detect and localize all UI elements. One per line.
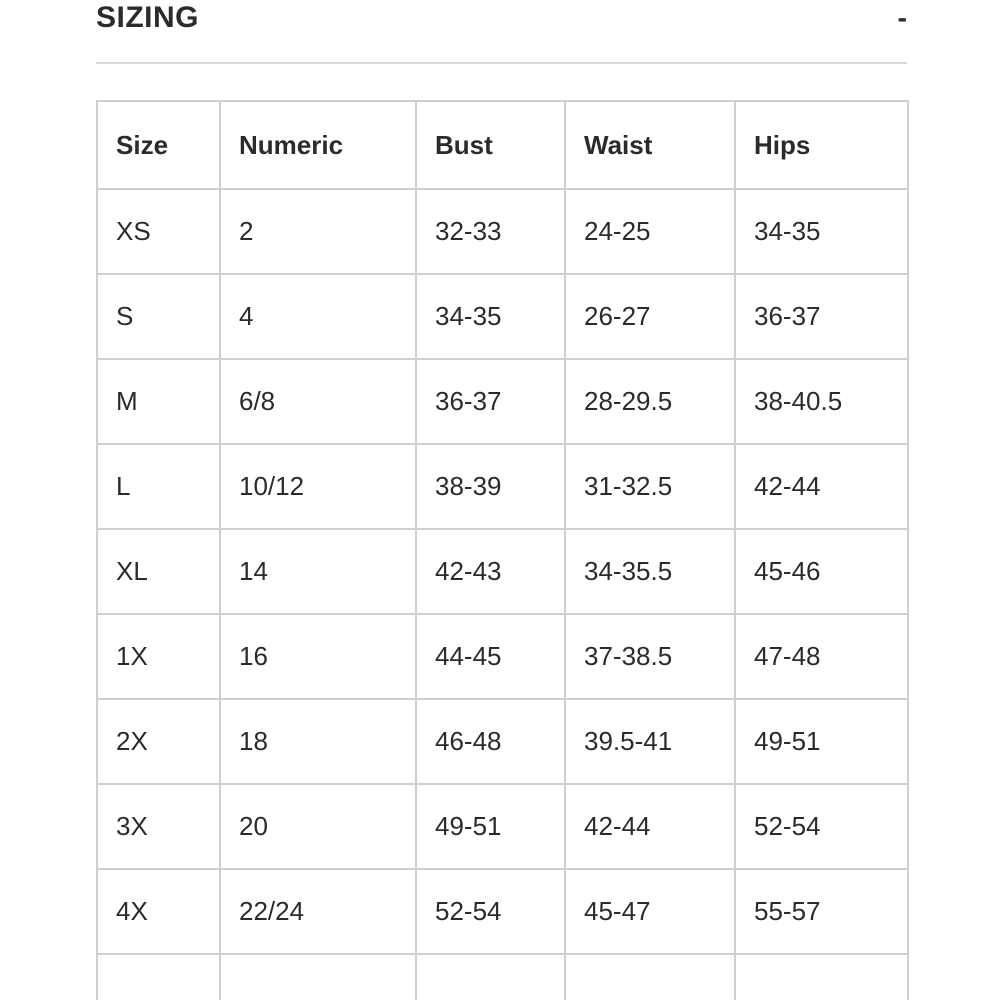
cell-numeric [220, 954, 416, 1000]
cell-waist: 37-38.5 [565, 614, 735, 699]
cell-numeric: 18 [220, 699, 416, 784]
table-row [97, 699, 908, 784]
cell-bust [416, 954, 565, 1000]
cell-hips: 34-35 [735, 189, 908, 274]
cell-waist: 45-47 [565, 869, 735, 954]
table-row [97, 869, 908, 954]
cell-waist: 34-35.5 [565, 529, 735, 614]
column-header-hips: Hips [735, 101, 908, 189]
cell-hips: 38-40.5 [735, 359, 908, 444]
cell-hips: 36-37 [735, 274, 908, 359]
column-header-size: Size [97, 101, 220, 189]
cell-numeric: 22/24 [220, 869, 416, 954]
cell-bust: 36-37 [416, 359, 565, 444]
cell-hips: 49-51 [735, 699, 908, 784]
cell-size: 2X [97, 699, 220, 784]
cell-bust: 44-45 [416, 614, 565, 699]
cell-bust: 46-48 [416, 699, 565, 784]
cell-hips: 45-46 [735, 529, 908, 614]
cell-numeric: 16 [220, 614, 416, 699]
table-row [97, 784, 908, 869]
cell-numeric: 4 [220, 274, 416, 359]
column-header-numeric: Numeric [220, 101, 416, 189]
cell-waist: 28-29.5 [565, 359, 735, 444]
cell-bust: 49-51 [416, 784, 565, 869]
cell-size: S [97, 274, 220, 359]
cell-bust: 32-33 [416, 189, 565, 274]
cell-hips: 55-57 [735, 869, 908, 954]
cell-waist: 24-25 [565, 189, 735, 274]
table-row [97, 954, 908, 1000]
cell-bust: 38-39 [416, 444, 565, 529]
cell-size: L [97, 444, 220, 529]
cell-numeric: 6/8 [220, 359, 416, 444]
cell-numeric: 14 [220, 529, 416, 614]
cell-size: 3X [97, 784, 220, 869]
cell-bust: 42-43 [416, 529, 565, 614]
table-row [97, 614, 908, 699]
cell-hips: 52-54 [735, 784, 908, 869]
cell-size: XS [97, 189, 220, 274]
cell-bust: 52-54 [416, 869, 565, 954]
size-chart-table [96, 100, 909, 1000]
table-row [97, 274, 908, 359]
cell-size [97, 954, 220, 1000]
cell-hips [735, 954, 908, 1000]
cell-waist: 31-32.5 [565, 444, 735, 529]
cell-numeric: 2 [220, 189, 416, 274]
cell-hips: 47-48 [735, 614, 908, 699]
header-divider [96, 62, 907, 64]
cell-size: 4X [97, 869, 220, 954]
cell-waist: 26-27 [565, 274, 735, 359]
section-title: SIZING [96, 1, 200, 34]
column-header-bust: Bust [416, 101, 565, 189]
collapse-toggle-icon[interactable]: - [897, 2, 907, 33]
cell-bust: 34-35 [416, 274, 565, 359]
cell-waist: 39.5-41 [565, 699, 735, 784]
cell-size: XL [97, 529, 220, 614]
table-row [97, 359, 908, 444]
cell-waist [565, 954, 735, 1000]
cell-waist: 42-44 [565, 784, 735, 869]
cell-size: M [97, 359, 220, 444]
column-header-waist: Waist [565, 101, 735, 189]
cell-size: 1X [97, 614, 220, 699]
cell-hips: 42-44 [735, 444, 908, 529]
sizing-section-header[interactable] [96, 0, 907, 36]
table-row [97, 444, 908, 529]
cell-numeric: 10/12 [220, 444, 416, 529]
table-row [97, 189, 908, 274]
cell-numeric: 20 [220, 784, 416, 869]
table-row [97, 529, 908, 614]
table-header-row [97, 101, 908, 189]
